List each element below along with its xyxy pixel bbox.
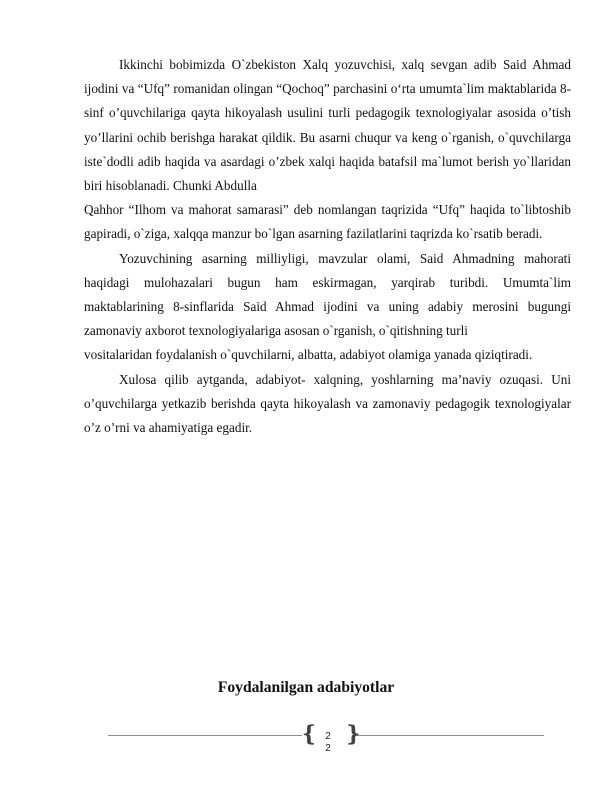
paragraph-1: Ikkinchi bobimizda O`zbekiston Xalq yozuvchisi, xalq sevgan adib Said Ahmad ijodini va “Ufq” romanidan olingan “Qochoq” parchasini o‘rta umumta`lim maktablarida 8-sinf o’quvchilariga qayta hikoyalash usulini turli pedagogik texnologiyalar asosida o’tish yo’llarini ochib berishga harakat qildik. Bu asarni chuqur va keng o`rganish, o`quvchilarga iste`dodli adib haqida va asardagi o’zbek xalqi haqida batafsil ma`lumot berish yo`llaridan biri hisoblanadi. Chunki Abdulla [84, 57, 571, 194]
footer-rule-left [108, 735, 302, 736]
right-bracket-icon: ❵ [344, 722, 363, 747]
paragraph-4: vositalaridan foydalanish o`quvchilarni, albatta, adabiyot olamiga yanada qiziqtiradi. [84, 347, 533, 363]
page-number-line-2: 2 [325, 743, 331, 754]
left-bracket-icon: ❴ [300, 722, 319, 747]
paragraph-3: Yozuvchining asarning milliyligi, mavzular olami, Said Ahmadning mahorati haqidagi mulohazalari bugun ham eskirmagan, yarqirab turibdi. Umumta`lim maktablarining 8-sinflarida Said Ahmad ijodini va uning adabiy merosini bugungi zamonaviy axborot texnologiyalariga asosan o`rganish, o`qitishning turli [84, 250, 571, 339]
references-heading: Foydalanilgan adabiyotlar [217, 679, 395, 696]
main-text [84, 53, 571, 440]
paragraph-2: Qahhor “Ilhom va mahorat samarasi” deb nomlangan taqrizida “Ufq” haqida to`libtoshib gapiradi, o`ziga, xalqqa manzur bo`lgan asarning fazilatlarini taqrizda ko`rsatib beradi. [84, 202, 571, 242]
footer-rule-right [354, 735, 544, 736]
page-number [320, 731, 336, 755]
page-number-line-1: 2 [325, 731, 331, 742]
paragraph-5: Xulosa qilib aytganda, adabiyot- xalqning, yoshlarning ma’naviy ozuqasi. Uni o’quvchilarga yetkazib berishda qayta hikoyalash va zamonaviy pedagogik texnologiyalar o’z o’rni va ahamiyatiga egadir. [84, 371, 571, 436]
